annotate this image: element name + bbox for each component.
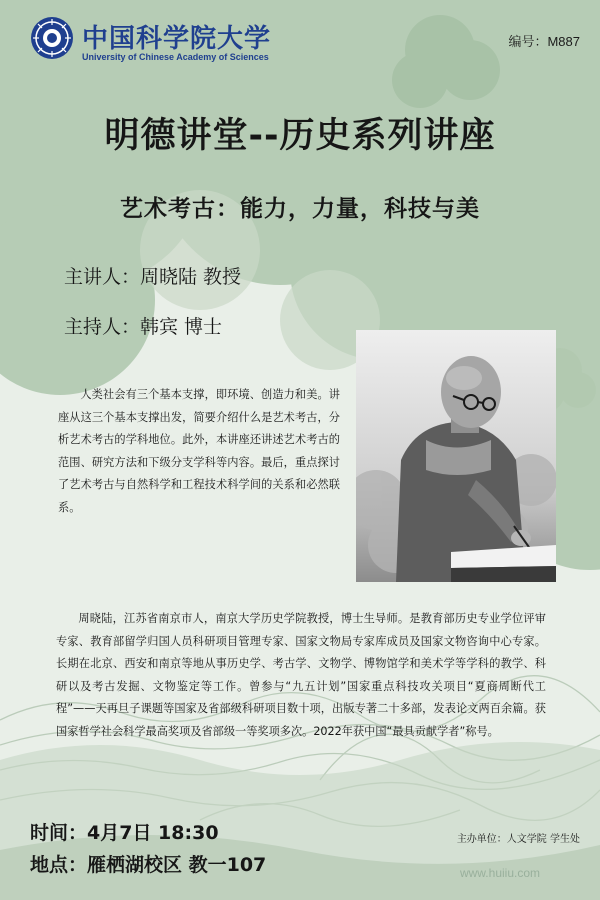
organizer: 主办单位：人文学院 学生处 [456, 834, 580, 845]
lecture-abstract: 人类社会有三个基本支撑，即环境、创造力和美。讲座从这三个基本支撑出发，简要介绍什么是艺术考古，分析艺术考古的学科地位。此外，本讲座还讲述艺术考古的范围、研究方法和下级分支学科等内容。最后，重点探讨了艺术考古与自然科学和工程技术科学间的关系和必然联系。 [58, 388, 340, 514]
speaker-line: 主讲人：周晓陆 教授 [64, 266, 242, 288]
event-place: 地点：雁栖湖校区 教一107 [30, 854, 267, 876]
speaker-bio: 周晓陆，江苏省南京市人，南京大学历史学院教授，博士生导师。是教育部历史专业学位评审专家、教育部留学归国人员科研项目管理专家、国家文物局专家库成员及国家文物咨询中心专家。长期在北京、西安和南京等地从事历史学、考古学、文物学、博物馆学和美术学等学科的教学、科研以及考古发掘、文物鉴定等工作。曾参与“九五计划”国家重点科技攻关项目“夏商周断代工程”——天再旦子课题等国家及省部级科研项目数十项，出版专著二十多部，发表论文两百余篇。获国家哲学社会科学最高奖项及省部级一等奖项多次。2022年获中国“最具贡献学者”称号。 [56, 612, 546, 738]
host-line: 主持人：韩宾 博士 [64, 316, 223, 338]
lecture-subtitle: 艺术考古：能力，力量，科技与美 [120, 196, 480, 222]
event-code: 编号：M887 [508, 34, 580, 49]
logo-english-name: University of Chinese Academy of Sciences [82, 52, 269, 62]
ucas-emblem-icon [30, 16, 74, 60]
logo-chinese-name: 中国科学院大学 [82, 24, 272, 54]
page-title: 明德讲堂--历史系列讲座 [104, 116, 496, 156]
speaker-photo [356, 330, 556, 582]
event-time: 时间：4月7日 18:30 [30, 822, 219, 844]
ucas-logo [30, 16, 270, 66]
watermark: www.huiiu.com [459, 866, 540, 880]
